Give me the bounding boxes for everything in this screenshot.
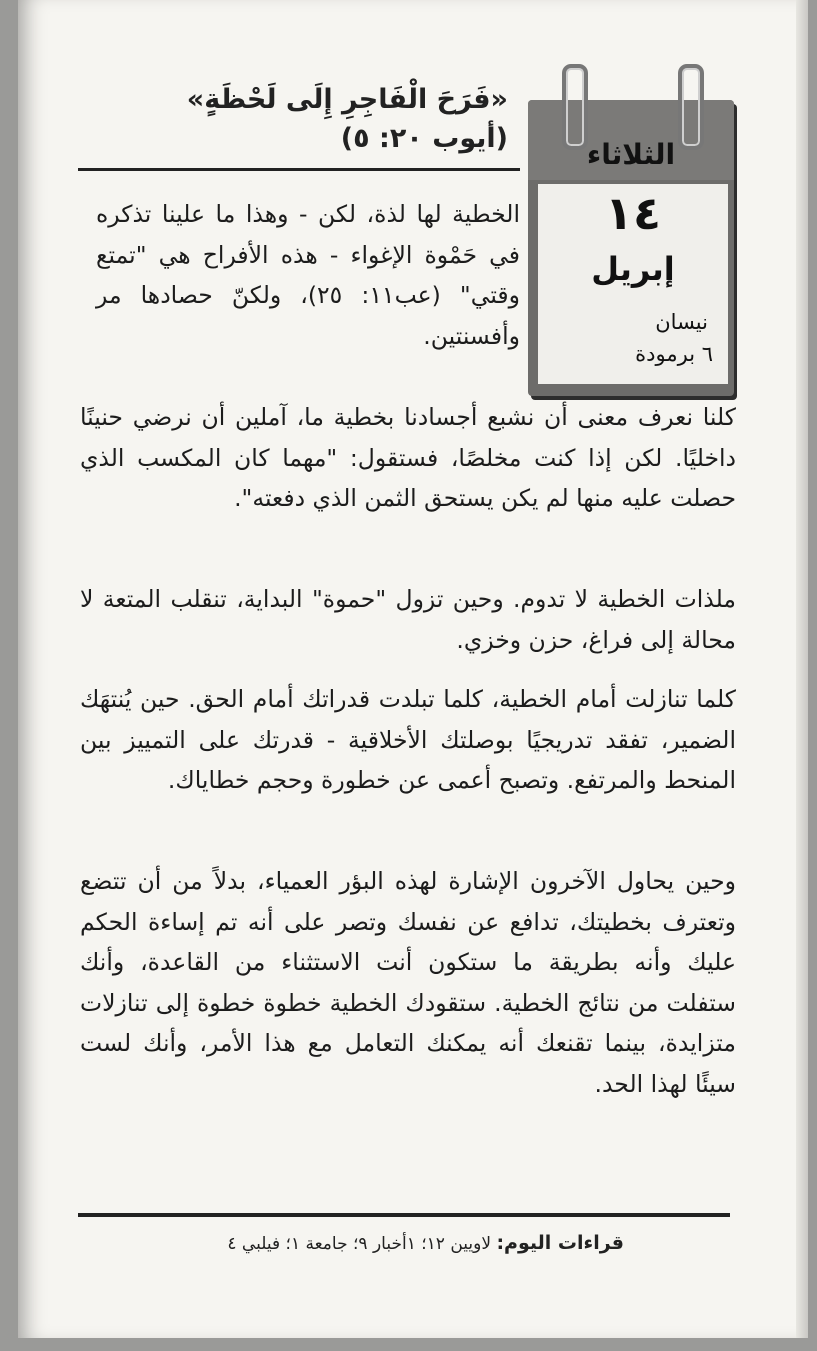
calendar-syriac-month: نيسان: [655, 310, 708, 334]
title-divider: [78, 168, 520, 171]
paragraph: كلما تنازلت أمام الخطية، كلما تبلدت قدراتك أمام الحق. حين يُنتهَك الضمير، تفقد تدريجيًا بوصلتك الأخلاقية - قدرتك على التمييز بين المنحط والمرتفع. وتصبح أعمى عن خطورة وحجم خطاياك.: [80, 685, 736, 794]
calendar-body: [538, 184, 728, 384]
calendar-coptic-date: ٦ برمودة: [635, 342, 713, 366]
paragraph: وحين يحاول الآخرون الإشارة لهذه البؤر العمياء، بدلاً من أن تتضع وتعترف بخطيتك، تدافع عن نفسك وتصر على أنه تم إساءة الحكم عليك وأنه بطريقة ما ستكون أنت الاستثناء من القاعدة، وأنك ستفلت من نتائج الخطية. ستقودك الخطية خطوة خطوة إلى تنازلات متزايدة، بينما تقنعك أنه يمكنك التعامل مع هذا الأمر، وأنك لست سيئًا لهذا الحد.: [80, 867, 736, 1098]
paragraph: الخطية لها لذة، لكن - وهذا ما علينا تذكره في حَمْوة الإغواء - هذه الأفراح هي "تمتع وقتي" (عب١١: ٢٥)، ولكنّ حصادها مر وأفسنتين.: [96, 200, 520, 350]
calendar-weekday: الثلاثاء: [586, 138, 676, 171]
title-text: «فَرَحَ الْفَاجِرِ إِلَى لَحْظَةٍ»: [186, 84, 508, 115]
daily-readings: [78, 1232, 624, 1254]
page-edge: [796, 0, 808, 1338]
calendar-month: إبريل: [591, 250, 675, 288]
scripture-reference: (أيوب ٢٠: ٥): [340, 123, 508, 155]
daily-readings-label: قراءات اليوم:: [496, 1232, 624, 1254]
devotion-title: [68, 80, 508, 158]
book-page: [18, 0, 808, 1338]
footer-divider: [78, 1213, 730, 1217]
calendar-day-number: ١٤: [604, 186, 662, 240]
calendar-page-icon: [528, 100, 734, 396]
daily-readings-list: لاويين ١٢؛ ١أخبار ٩؛ جامعة ١؛ فيلبي ٤: [227, 1234, 492, 1254]
paragraph: ملذات الخطية لا تدوم. وحين تزول "حموة" البداية، تنقلب المتعة لا محالة إلى فراغ، حزن وخزي.: [80, 585, 736, 654]
paragraph: كلنا نعرف معنى أن نشبع أجسادنا بخطية ما، آملين أن نرضي حنينًا داخليًا. لكن إذا كنت مخلصًا، فستقول: "مهما كان المكسب الذي حصلت عليه منها لم يكن يستحق الثمن الذي دفعته".: [80, 403, 736, 512]
